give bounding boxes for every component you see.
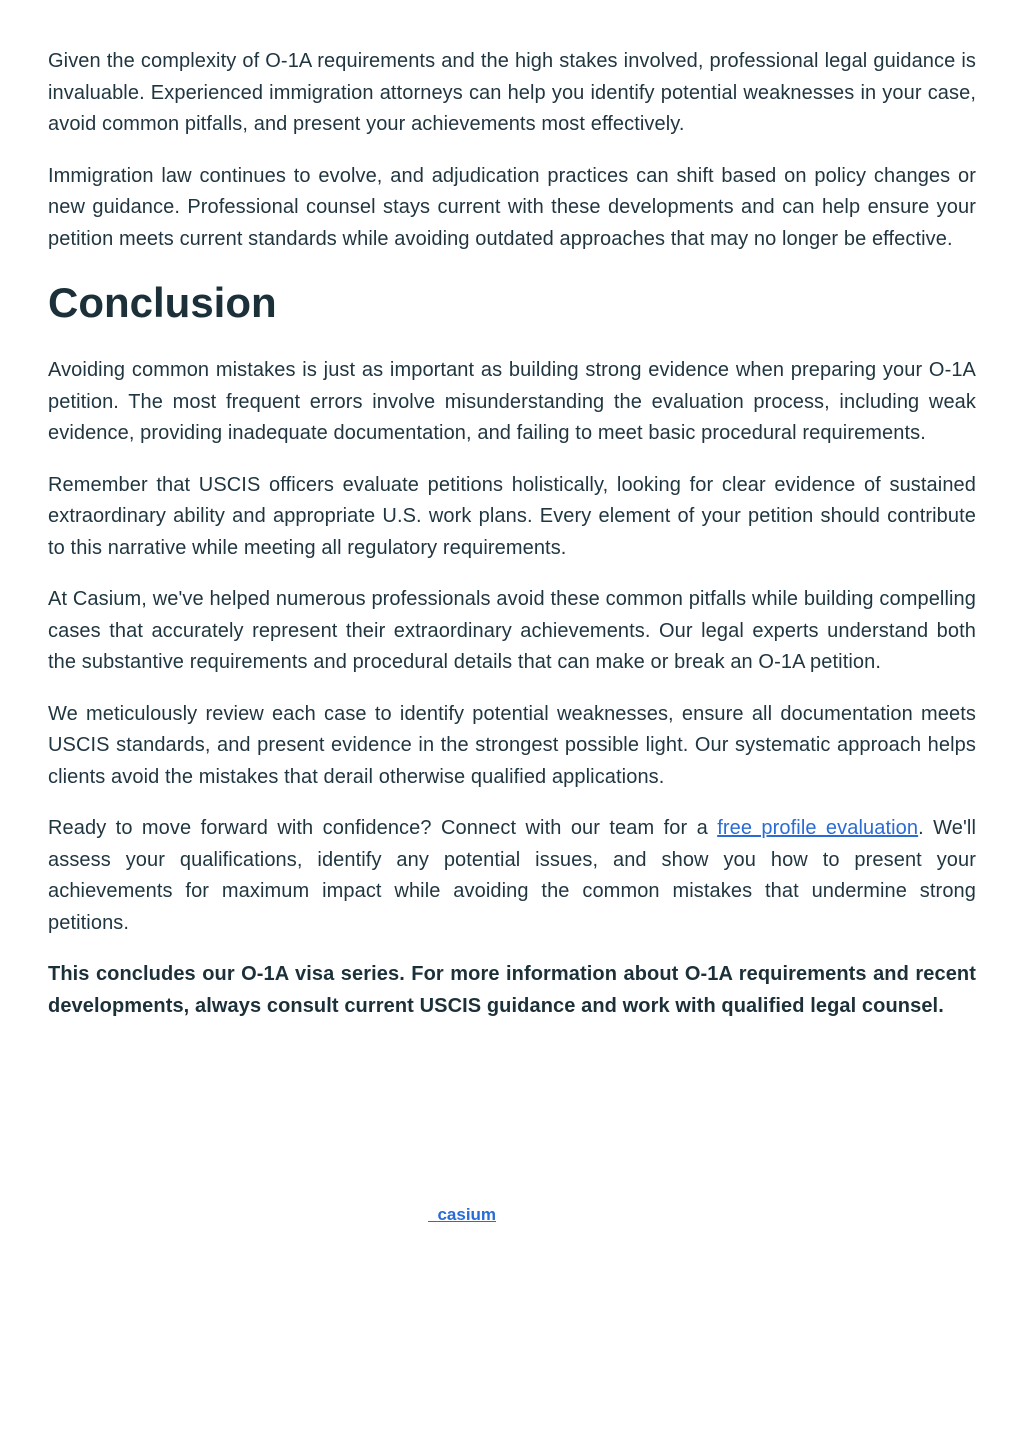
body-paragraph: Remember that USCIS officers evaluate petitions holistically, looking for clear evidence of sustained extraordinary ability and appropriate U.S. work plans. Every element of your petition should contribute to this narrative while meeting all regulatory requirements. (48, 473, 976, 559)
article-body (48, 46, 976, 1042)
casium-footer-link-label: casium (437, 1205, 497, 1224)
body-paragraph: Given the complexity of O-1A requirements and the high stakes involved, professional legal guidance is invaluable. Experienced immigration attorneys can help you identify potential weaknesses in your case, avoid common pitfalls, and present your achievements most effectively. (48, 50, 976, 135)
body-paragraph: At Casium, we've helped numerous professionals avoid these common pitfalls while building compelling cases that accurately represent their extraordinary achievements. Our legal experts understand both the substantive requirements and procedural details that can make or break an O-1A petition. (48, 588, 976, 673)
section-heading-conclusion: Conclusion (48, 279, 277, 326)
body-paragraph: Immigration law continues to evolve, and adjudication practices can shift based on policy changes or new guidance. Professional counsel stays current with these developments and can help ensure your petition meets current standards while avoiding outdated approaches that may no longer be effective. (48, 164, 976, 250)
cta-text-after: . We'll assess your qualifications, identify any potential issues, and show you how to present your achievements for maximum impact while avoiding the common mistakes that undermine strong petitions. (48, 817, 976, 934)
cta-paragraph (48, 813, 976, 939)
body-paragraph: We meticulously review each case to identify potential weaknesses, ensure all documentation meets USCIS standards, and present evidence in the strongest possible light. Our systematic approach helps clients avoid the mistakes that derail otherwise qualified applications. (48, 702, 976, 788)
cta-text-before: Ready to move forward with confidence? Connect with our team for a (48, 817, 718, 839)
closing-statement: This concludes our O-1A visa series. For more information about O-1A requirements and recent developments, always consult current USCIS guidance and work with qualified legal counsel. (48, 963, 976, 1017)
free-profile-evaluation-link[interactable]: free profile evaluation (717, 817, 919, 839)
casium-footer-link[interactable] (428, 1205, 496, 1225)
body-paragraph: Avoiding common mistakes is just as important as building strong evidence when preparing your O-1A petition. The most frequent errors involve misunderstanding the evaluation process, including weak evidence, providing inadequate documentation, and failing to meet basic procedural requirements. (48, 359, 976, 444)
